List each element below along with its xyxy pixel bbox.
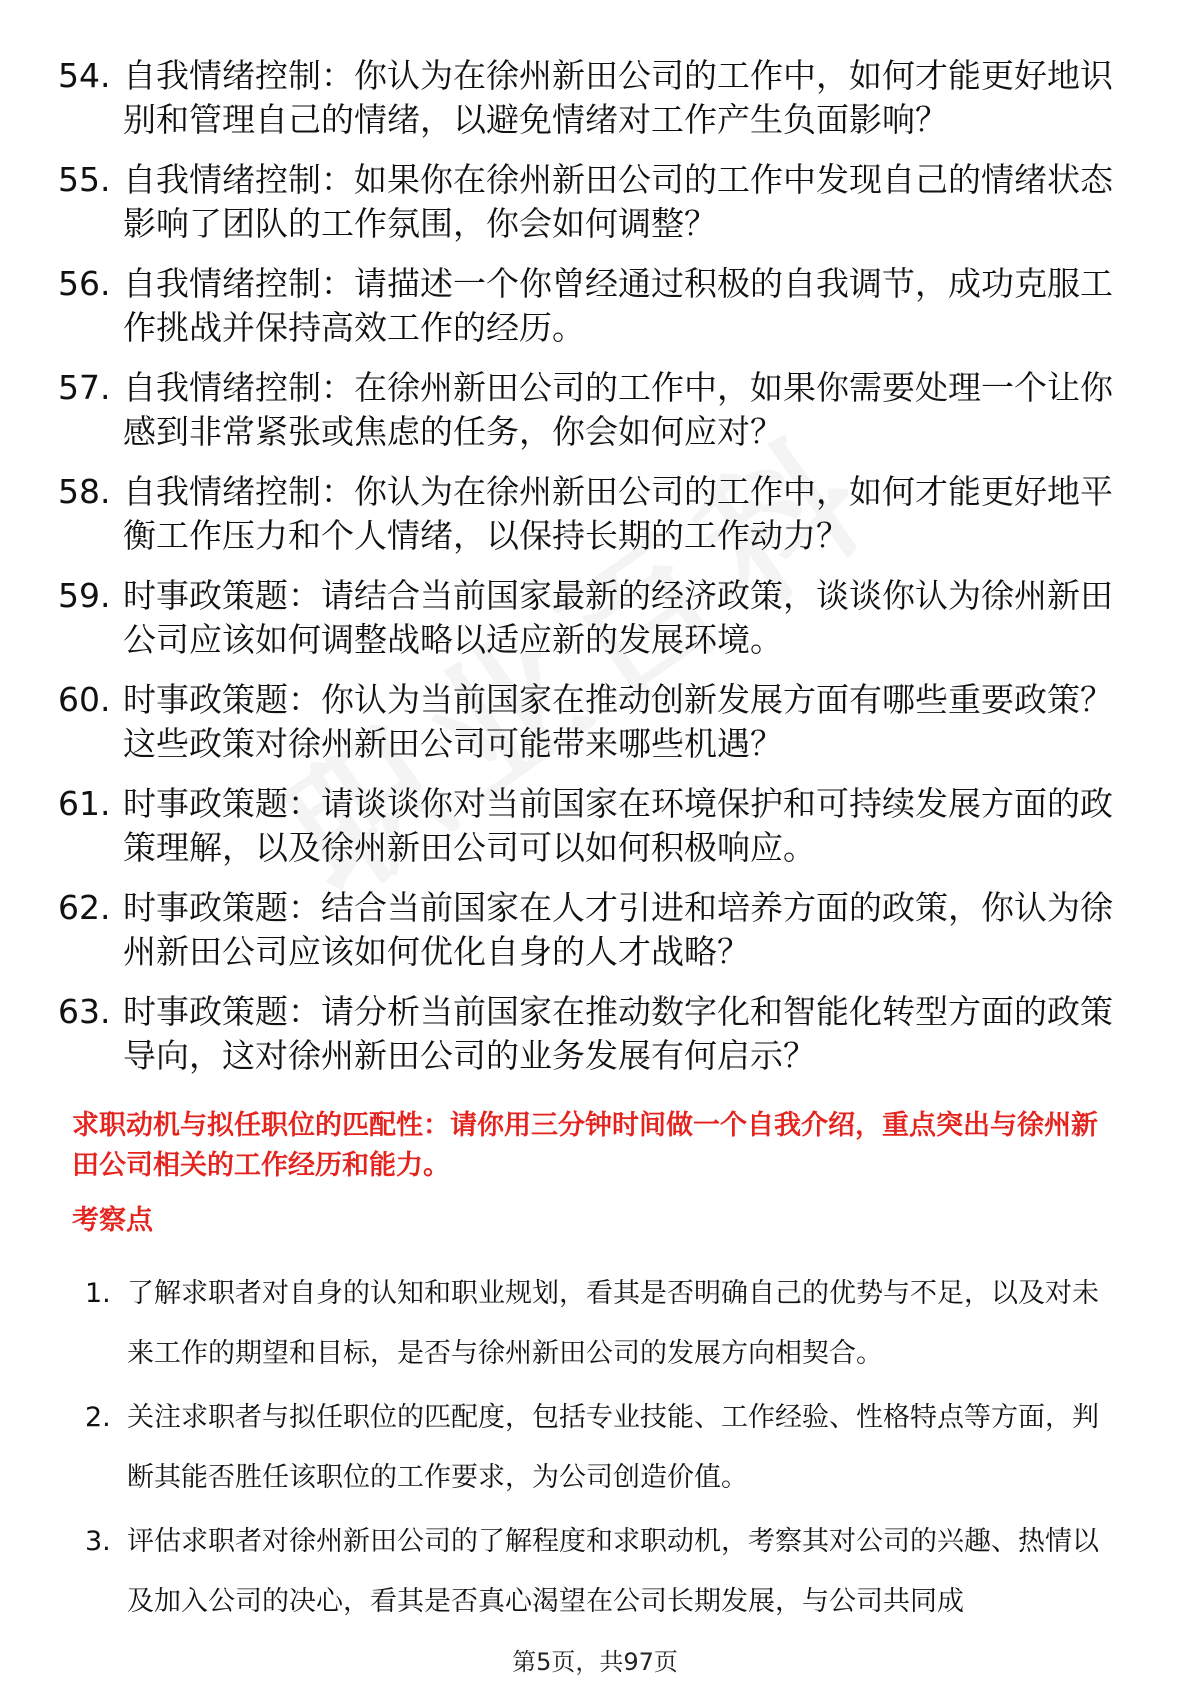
item-text: 时事政策题：请谈谈你对当前国家在环境保护和可持续发展方面的政策理解，以及徐州新田公司可以如何积极响应。 xyxy=(123,784,1113,867)
highlight-question: 求职动机与拟任职位的匹配性：请你用三分钟时间做一个自我介绍，重点突出与徐州新田公司相关的工作经历和能力。 xyxy=(72,1110,1098,1181)
page-number: 第5页，共97页 xyxy=(512,1648,678,1676)
list-item xyxy=(58,574,1118,662)
item-text: 自我情绪控制：请描述一个你曾经通过积极的自我调节，成功克服工作挑战并保持高效工作的经历。 xyxy=(123,264,1113,347)
assessment-points xyxy=(85,1264,1120,1636)
list-item xyxy=(58,990,1118,1078)
section-title: 考察点 xyxy=(72,1205,153,1236)
item-number: 3. xyxy=(85,1526,111,1557)
list-item xyxy=(85,1512,1120,1632)
list-item xyxy=(58,262,1118,350)
list-item xyxy=(85,1264,1120,1384)
question-list xyxy=(58,54,1118,1094)
item-text: 了解求职者对自身的认知和职业规划，看其是否明确自己的优势与不足，以及对未来工作的期望和目标，是否与徐州新田公司的发展方向相契合。 xyxy=(127,1278,1099,1369)
item-text: 关注求职者与拟任职位的匹配度，包括专业技能、工作经验、性格特点等方面，判断其能否胜任该职位的工作要求，为公司创造价值。 xyxy=(127,1402,1099,1493)
list-item xyxy=(58,470,1118,558)
item-text: 自我情绪控制：你认为在徐州新田公司的工作中，如何才能更好地识别和管理自己的情绪，以避免情绪对工作产生负面影响？ xyxy=(123,56,1113,139)
list-item xyxy=(85,1388,1120,1508)
item-text: 自我情绪控制：你认为在徐州新田公司的工作中，如何才能更好地平衡工作压力和个人情绪，以保持长期的工作动力？ xyxy=(123,472,1113,555)
list-item xyxy=(58,678,1118,766)
item-text: 评估求职者对徐州新田公司的了解程度和求职动机，考察其对公司的兴趣、热情以及加入公司的决心，看其是否真心渴望在公司长期发展，与公司共同成 xyxy=(127,1526,1099,1617)
list-item xyxy=(58,366,1118,454)
item-number: 62. xyxy=(58,888,111,927)
item-text: 自我情绪控制：如果你在徐州新田公司的工作中发现自己的情绪状态影响了团队的工作氛围，你会如何调整？ xyxy=(123,160,1113,243)
item-number: 58. xyxy=(58,472,111,511)
item-number: 1. xyxy=(85,1278,111,1309)
item-number: 63. xyxy=(58,992,111,1031)
item-text: 时事政策题：请分析当前国家在推动数字化和智能化转型方面的政策导向，这对徐州新田公司的业务发展有何启示？ xyxy=(123,992,1113,1075)
list-item xyxy=(58,782,1118,870)
item-number: 56. xyxy=(58,264,111,303)
list-item xyxy=(58,886,1118,974)
item-number: 2. xyxy=(85,1402,111,1433)
item-text: 时事政策题：请结合当前国家最新的经济政策，谈谈你认为徐州新田公司应该如何调整战略以适应新的发展环境。 xyxy=(123,576,1113,659)
list-item xyxy=(58,54,1118,142)
item-text: 时事政策题：结合当前国家在人才引进和培养方面的政策，你认为徐州新田公司应该如何优化自身的人才战略？ xyxy=(123,888,1113,971)
item-number: 61. xyxy=(58,784,111,823)
item-text: 自我情绪控制：在徐州新田公司的工作中，如果你需要处理一个让你感到非常紧张或焦虑的任务，你会如何应对？ xyxy=(123,368,1113,451)
item-number: 60. xyxy=(58,680,111,719)
item-number: 55. xyxy=(58,160,111,199)
list-item xyxy=(58,158,1118,246)
item-number: 57. xyxy=(58,368,111,407)
item-number: 54. xyxy=(58,56,111,95)
item-number: 59. xyxy=(58,576,111,615)
item-text: 时事政策题：你认为当前国家在推动创新发展方面有哪些重要政策？这些政策对徐州新田公司可能带来哪些机遇？ xyxy=(123,680,1113,763)
